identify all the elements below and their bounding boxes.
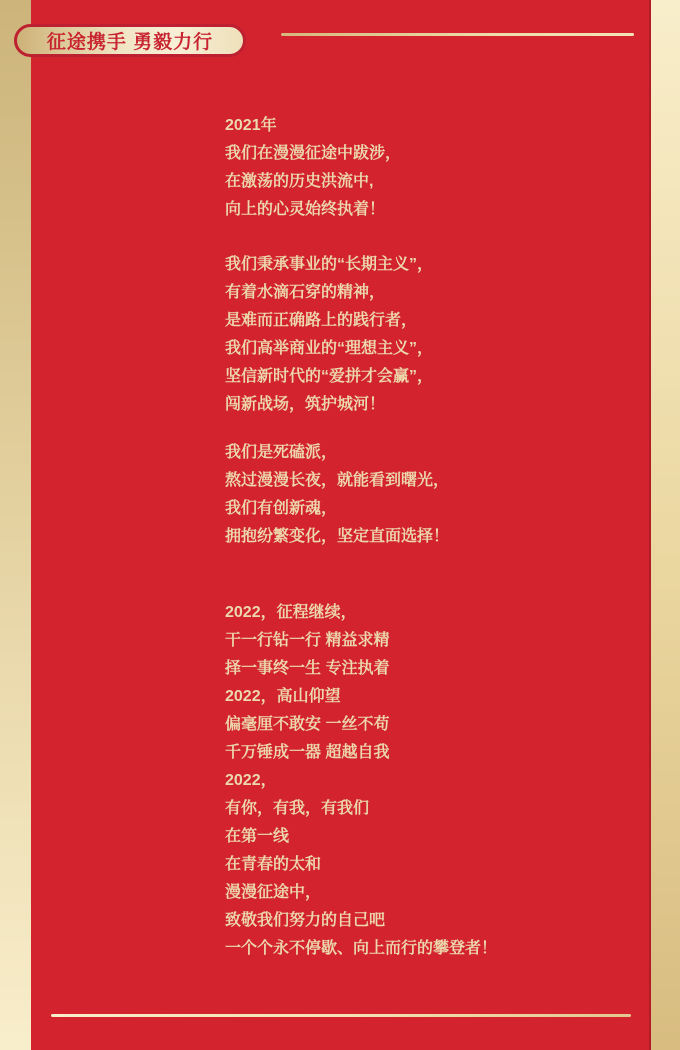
bottom-gold-rule [51,1014,631,1017]
poem-line: 向上的心灵始终执着！ [225,201,386,218]
poem-line: 我们在漫漫征途中跋涉， [225,145,402,162]
poem-line: 千万锤成一器 超越自我 [225,744,390,761]
poem-line: 我们高举商业的“理想主义”， [225,340,434,357]
poem-line: 拥抱纷繁变化，坚定直面选择！ [225,528,450,545]
poem-line: 有你，有我，有我们 [225,800,370,817]
right-gold-border [651,0,680,1050]
poem-line: 2021年 [225,117,277,134]
poem-line: 干一行钻一行 精益求精 [225,632,390,649]
poem-line: 是难而正确路上的践行者， [225,312,418,329]
poem-line: 在第一线 [225,828,290,845]
poem-line: 坚信新时代的“爱拼才会赢”， [225,368,434,385]
poem-line: 熬过漫漫长夜，就能看到曙光， [225,472,450,489]
poem-line: 2022，征程继续， [225,604,357,621]
poem-line: 2022，高山仰望 [225,688,341,705]
poem-line: 偏毫厘不敢安 一丝不苟 [225,716,390,733]
poem-line: 我们是死磕派， [225,444,338,461]
poem-line: 我们秉承事业的“长期主义”， [225,256,434,273]
poem-line: 我们有创新魂， [225,500,338,517]
poem-line: 择一事终一生 专注执着 [225,660,390,677]
poem-line: 2022， [225,772,277,789]
title-badge [14,24,246,57]
poem-line: 闯新战场，筑护城河！ [225,396,386,413]
title-badge-label: 征途携手 勇毅力行 [46,32,214,53]
top-gold-rule [281,33,634,36]
poem-line: 有着水滴石穿的精神， [225,284,386,301]
poem-stanza-3 [225,439,640,551]
poem-stanza-4 [225,599,640,963]
poem-stanza-1 [225,112,640,224]
poem-text [225,112,640,963]
poem-line: 一个个永不停歇、向上而行的攀登者！ [225,940,498,957]
poem-line: 漫漫征途中， [225,884,322,901]
poem-line: 在青春的太和 [225,856,322,873]
poem-stanza-2 [225,251,640,419]
poem-line: 致敬我们努力的自己吧 [225,912,386,929]
left-gold-border [0,0,31,1050]
poem-line: 在激荡的历史洪流中, [225,173,374,190]
